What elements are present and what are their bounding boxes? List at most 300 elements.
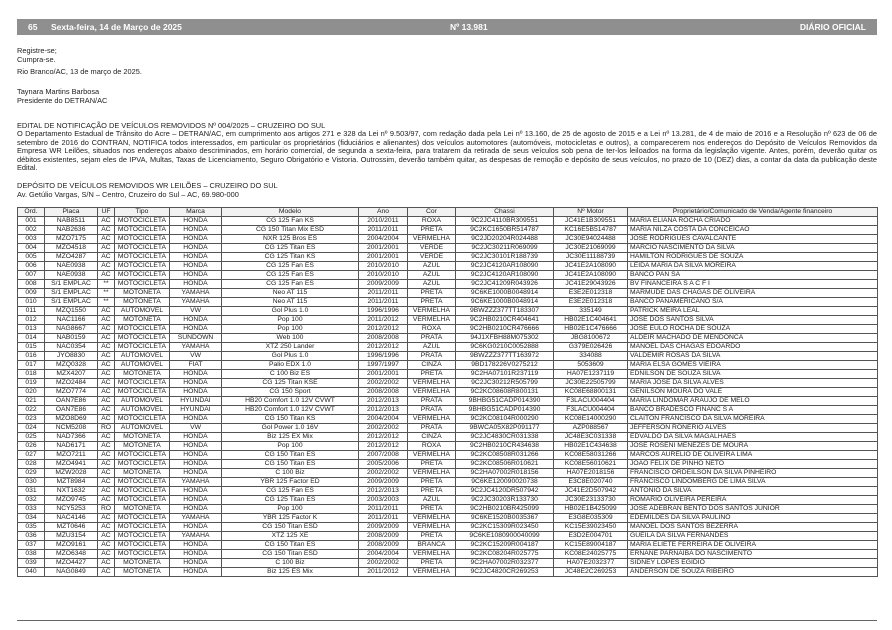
table-cell: JC30E11188739 <box>554 253 628 262</box>
table-cell: 9C2HB0210CR434638 <box>456 442 554 451</box>
table-cell: YAMAHA <box>170 514 222 523</box>
table-cell: MOTONETA <box>115 316 170 325</box>
table-cell: VERMELHA <box>408 469 456 478</box>
table-cell: ALDEIR MACHADO DE MENDONCA <box>628 334 878 343</box>
table-cell: MOTONETA <box>115 559 170 568</box>
table-cell: AC <box>98 442 115 451</box>
table-cell: AC <box>98 370 115 379</box>
table-cell: MOTONETA <box>115 298 170 307</box>
table-row <box>18 397 878 406</box>
table-cell: MOTOCICLETA <box>115 550 170 559</box>
table-cell: MOTOCICLETA <box>115 235 170 244</box>
table-cell: MZO6348 <box>45 550 98 559</box>
table-cell: 2001/2001 <box>359 244 408 253</box>
table-cell: HONDA <box>170 370 222 379</box>
table-cell: CINZA <box>408 433 456 442</box>
table-cell: CG 125 Titan KSE <box>222 379 359 388</box>
table-cell: CG 125 Fan ES <box>222 262 359 271</box>
table-cell: HONDA <box>170 388 222 397</box>
table-cell: 017 <box>18 361 45 370</box>
table-cell: 9C2KC08608R800131 <box>456 388 554 397</box>
table-cell: HONDA <box>170 433 222 442</box>
table-cell: 015 <box>18 343 45 352</box>
table-cell: 011 <box>18 307 45 316</box>
table-cell: PRETA <box>408 298 456 307</box>
table-row <box>18 316 878 325</box>
table-cell: 008 <box>18 280 45 289</box>
table-cell: KC08E56010621 <box>554 460 628 469</box>
table-cell: 2005/2006 <box>359 460 408 469</box>
table-cell: HONDA <box>170 487 222 496</box>
table-cell: C 100 Biz <box>222 559 359 568</box>
table-cell: MZW2028 <box>45 469 98 478</box>
table-cell: YAMAHA <box>170 298 222 307</box>
table-cell: MZX4207 <box>45 370 98 379</box>
table-cell: AZP088567 <box>554 424 628 433</box>
signoff-line: Rio Branco/AC, 13 de março de 2025. <box>17 67 142 76</box>
table-cell: MOTOCICLETA <box>115 280 170 289</box>
table-cell: AC <box>98 217 115 226</box>
table-cell: 2009/2009 <box>359 280 408 289</box>
table-cell: JOSE ADEBRAN BENTO DOS SANTOS JUNIOR <box>628 505 878 514</box>
table-cell: VERMELHA <box>408 379 456 388</box>
table-cell: CG 150 Titan ES <box>222 541 359 550</box>
table-cell: 9C6KE120090020738 <box>456 478 554 487</box>
table-cell: 2012/2013 <box>359 487 408 496</box>
table-cell: CG 125 Fan ES <box>222 280 359 289</box>
table-cell: HB20 Comfort 1.0 12V CVWT <box>222 406 359 415</box>
table-cell: 335149 <box>554 307 628 316</box>
table-cell: ERNANE PARNAIBA DO NASCIMENTO <box>628 550 878 559</box>
table-cell: JC30E21069099 <box>554 244 628 253</box>
table-cell: BRANCA <box>408 541 456 550</box>
table-cell: VALDEMIR ROSAS DA SILVA <box>628 352 878 361</box>
table-cell: AC <box>98 226 115 235</box>
table-cell: NAB0159 <box>45 334 98 343</box>
table-row <box>18 325 878 334</box>
table-cell: 2010/2010 <box>359 262 408 271</box>
table-cell: 9C6KE1000B0048914 <box>456 298 554 307</box>
table-cell: JC41E2A108090 <box>554 262 628 271</box>
table-cell: ** <box>98 280 115 289</box>
table-cell: PRATA <box>408 397 456 406</box>
table-cell: 1997/1997 <box>359 361 408 370</box>
table-cell: MZT8984 <box>45 478 98 487</box>
table-cell: VW <box>170 352 222 361</box>
table-cell: AC <box>98 271 115 280</box>
table-cell: VERDE <box>408 244 456 253</box>
table-cell: VERMELHA <box>408 415 456 424</box>
table-cell: 9C2KC1650BR514787 <box>456 226 554 235</box>
table-cell: AZUL <box>408 271 456 280</box>
table-cell: NAB2636 <box>45 226 98 235</box>
bottom-rule <box>17 620 877 621</box>
table-cell: MZO4427 <box>45 559 98 568</box>
page-header <box>17 19 877 35</box>
table-cell: MOTOCICLETA <box>115 325 170 334</box>
table-cell: MOTOCICLETA <box>115 532 170 541</box>
table-cell: S/1 EMPLAC <box>45 289 98 298</box>
table-cell: MOTOCICLETA <box>115 451 170 460</box>
table-cell: HYUNDAI <box>170 397 222 406</box>
table-row <box>18 352 878 361</box>
table-cell: AC <box>98 379 115 388</box>
table-cell: YAMAHA <box>170 343 222 352</box>
table-cell: 2002/2002 <box>359 379 408 388</box>
table-cell: 022 <box>18 406 45 415</box>
table-cell: PRETA <box>408 478 456 487</box>
table-cell: 003 <box>18 235 45 244</box>
table-cell: 9BHBG51CADP014390 <box>456 406 554 415</box>
table-cell: PRETA <box>408 370 456 379</box>
table-cell: HA07E2032377 <box>554 559 628 568</box>
table-cell: PRETA <box>408 532 456 541</box>
table-cell: YBR 125 Factor K <box>222 514 359 523</box>
table-cell: 2001/2001 <box>359 370 408 379</box>
table-cell: 9C2HB0210BR425099 <box>456 505 554 514</box>
table-cell: VERMELHA <box>408 388 456 397</box>
table-row <box>18 361 878 370</box>
table-cell: HONDA <box>170 262 222 271</box>
column-header: Nº Motor <box>554 208 628 217</box>
table-cell: CG 125 Titan ES <box>222 244 359 253</box>
table-cell: 033 <box>18 505 45 514</box>
table-cell: KC08E24025775 <box>554 550 628 559</box>
table-cell: NAC1166 <box>45 316 98 325</box>
table-cell: HB20 Comfort 1.0 12V CVWT <box>222 397 359 406</box>
table-cell: CG 125 Fan KS <box>222 217 359 226</box>
table-cell: NAE0938 <box>45 271 98 280</box>
table-cell: MOTOCICLETA <box>115 487 170 496</box>
table-cell: PRETA <box>408 226 456 235</box>
table-cell: AZUL <box>408 280 456 289</box>
column-header: Marca <box>170 208 222 217</box>
table-cell: 2012/2013 <box>359 397 408 406</box>
table-cell: AC <box>98 460 115 469</box>
table-cell: ** <box>98 298 115 307</box>
table-cell: NAD6171 <box>45 442 98 451</box>
table-cell: HONDA <box>170 469 222 478</box>
table-row <box>18 424 878 433</box>
table-cell: AC <box>98 307 115 316</box>
table-cell: VERMELHA <box>408 307 456 316</box>
table-cell: 020 <box>18 388 45 397</box>
table-cell: CG 150 Titan Mix ESD <box>222 226 359 235</box>
table-cell: VW <box>170 307 222 316</box>
table-cell: 028 <box>18 460 45 469</box>
table-cell: NAG8667 <box>45 325 98 334</box>
table-cell: 9C2KC08508R031266 <box>456 451 554 460</box>
table-cell: BANCO BRADESCO FINANC S A <box>628 406 878 415</box>
table-cell: 2002/2002 <box>359 559 408 568</box>
table-cell: 9C6KE1520B0035367 <box>456 514 554 523</box>
table-cell: MZO7175 <box>45 235 98 244</box>
table-cell: NAG0849 <box>45 568 98 577</box>
table-cell: PRATA <box>408 424 456 433</box>
table-cell: 334088 <box>554 352 628 361</box>
table-cell: Gol Plus 1.0 <box>222 352 359 361</box>
table-row <box>18 298 878 307</box>
table-cell: HONDA <box>170 523 222 532</box>
table-cell: KC08E68800131 <box>554 388 628 397</box>
table-cell: JC48E2C269253 <box>554 568 628 577</box>
table-cell: MARCOS AURELIO DE OLIVEIRA LIMA <box>628 451 878 460</box>
table-cell: VERDE <box>408 253 456 262</box>
column-header: Ord. <box>18 208 45 217</box>
table-cell: 2008/2008 <box>359 388 408 397</box>
table-cell: 2007/2008 <box>359 451 408 460</box>
table-cell: MOTOCICLETA <box>115 496 170 505</box>
table-cell: NCY5253 <box>45 505 98 514</box>
table-row <box>18 478 878 487</box>
table-cell: ANDERSON DE SOUZA RIBEIRO <box>628 568 878 577</box>
table-cell: NAC4146 <box>45 514 98 523</box>
table-cell: Neo AT 115 <box>222 289 359 298</box>
table-cell: HONDA <box>170 217 222 226</box>
table-cell: MOTONETA <box>115 370 170 379</box>
table-cell: MOTOCICLETA <box>115 478 170 487</box>
table-cell: EDNILSON DE SOUZA SILVA <box>628 370 878 379</box>
table-cell: G379E026426 <box>554 343 628 352</box>
table-cell: AC <box>98 559 115 568</box>
table-cell: MARIA LINDOMAR ARAUJO DE MELO <box>628 397 878 406</box>
table-cell: ** <box>98 289 115 298</box>
table-cell: PRETA <box>408 460 456 469</box>
table-cell: JBG8100672 <box>554 334 628 343</box>
table-cell: MZO7211 <box>45 451 98 460</box>
table-cell: 9C2HB0210CR476666 <box>456 325 554 334</box>
table-cell: MOTONETA <box>115 505 170 514</box>
table-cell: HONDA <box>170 325 222 334</box>
table-cell: PRATA <box>408 352 456 361</box>
table-cell: CG 125 Titan KS <box>222 253 359 262</box>
table-cell: AC <box>98 478 115 487</box>
table-cell: AC <box>98 523 115 532</box>
table-cell: NXT1632 <box>45 487 98 496</box>
table-cell: BANCO PANAMERICANO S/A <box>628 298 878 307</box>
table-cell: NAB8511 <box>45 217 98 226</box>
table-cell: KC15E39023450 <box>554 523 628 532</box>
table-cell: CG 150 Titan ESD <box>222 523 359 532</box>
table-cell: 014 <box>18 334 45 343</box>
table-cell: 9C2KC15209R004187 <box>456 541 554 550</box>
table-cell: 94J1XFBH88M075302 <box>456 334 554 343</box>
table-cell: MZO4941 <box>45 460 98 469</box>
deposit-name: DEPÓSITO DE VEÍCULOS REMOVIDOS WR LEILÕES – CRUZEIRO DO SUL <box>17 181 278 190</box>
table-cell: LEIDA MARIA DA SILVA MOREIRA <box>628 262 878 271</box>
table-cell: CG 125 Fan ES <box>222 487 359 496</box>
table-cell: AC <box>98 325 115 334</box>
table-cell: VW <box>170 424 222 433</box>
table-cell: 009 <box>18 289 45 298</box>
table-cell: ROMARIO OLIVEIRA PEREIRA <box>628 496 878 505</box>
table-cell: 031 <box>18 487 45 496</box>
table-cell: ROXA <box>408 442 456 451</box>
table-cell: AC <box>98 568 115 577</box>
table-cell: MOTOCICLETA <box>115 415 170 424</box>
table-cell: AC <box>98 550 115 559</box>
table-cell: KC15E89004187 <box>554 541 628 550</box>
table-cell: Palio EDX 1.0 <box>222 361 359 370</box>
column-header: Ano <box>359 208 408 217</box>
table-cell: 2012/2013 <box>359 406 408 415</box>
table-cell: ROXA <box>408 217 456 226</box>
table-cell: VERMELHA <box>408 235 456 244</box>
table-row <box>18 343 878 352</box>
table-cell: 040 <box>18 568 45 577</box>
table-cell: AC <box>98 406 115 415</box>
table-cell: 029 <box>18 469 45 478</box>
table-cell: JC30E23133730 <box>554 496 628 505</box>
table-row <box>18 433 878 442</box>
table-cell: AC <box>98 514 115 523</box>
table-row <box>18 505 878 514</box>
table-cell: MARIA NILZA COSTA DA CONCEICAO <box>628 226 878 235</box>
table-cell: 9C2KC08104R000290 <box>456 415 554 424</box>
table-row <box>18 388 878 397</box>
table-cell: MARMUDE DAS CHAGAS DE OLIVEIRA <box>628 289 878 298</box>
table-cell: JC41E2A108090 <box>554 271 628 280</box>
table-cell: 9C2JC30212R505799 <box>456 379 554 388</box>
table-cell: HAMILTON RODRIGUES DE SOUZA <box>628 253 878 262</box>
table-cell: AC <box>98 343 115 352</box>
table-cell: HONDA <box>170 496 222 505</box>
table-cell: 032 <box>18 496 45 505</box>
table-cell: MOTONETA <box>115 442 170 451</box>
table-cell: MOTOCICLETA <box>115 460 170 469</box>
table-cell: 9C2KC08204R025775 <box>456 550 554 559</box>
table-cell: XTZ 250 Lander <box>222 343 359 352</box>
table-cell: 9BD178226V0275212 <box>456 361 554 370</box>
table-cell: 2011/2012 <box>359 316 408 325</box>
table-cell: 9BWCA05X82P091177 <box>456 424 554 433</box>
table-cell: F3LACU004404 <box>554 397 628 406</box>
table-row <box>18 496 878 505</box>
table-cell: MOTOCICLETA <box>115 343 170 352</box>
table-cell: AC <box>98 532 115 541</box>
table-cell: 034 <box>18 514 45 523</box>
table-cell: EDVALDO DA SILVA MAGALHAES <box>628 433 878 442</box>
table-cell: MOTOCICLETA <box>115 523 170 532</box>
table-cell: NAC0354 <box>45 343 98 352</box>
table-cell: FRANCISCO ORDEILSON DA SILVA PINHEIRO <box>628 469 878 478</box>
table-cell: E3C8E020740 <box>554 478 628 487</box>
table-cell: CG 150 Titan KS <box>222 415 359 424</box>
table-cell: C 100 Biz <box>222 469 359 478</box>
table-cell: MOTONETA <box>115 469 170 478</box>
table-cell: 9C2HA07002R032377 <box>456 559 554 568</box>
table-cell: AUTOMÓVEL <box>115 352 170 361</box>
table-cell: MOTOCICLETA <box>115 379 170 388</box>
table-cell: 035 <box>18 523 45 532</box>
table-cell: 2008/2009 <box>359 532 408 541</box>
table-cell: Pop 100 <box>222 316 359 325</box>
table-cell: 005 <box>18 253 45 262</box>
table-cell: PATRICK MEIRA LEAL <box>628 307 878 316</box>
table-cell: 006 <box>18 262 45 271</box>
table-row <box>18 217 878 226</box>
table-cell: MZO2484 <box>45 379 98 388</box>
table-row <box>18 460 878 469</box>
table-cell: 2004/2004 <box>359 550 408 559</box>
table-cell: 2009/2009 <box>359 478 408 487</box>
column-header: Proprietário/Comunicado de Venda/Agente financeiro <box>628 208 878 217</box>
table-cell: VERMELHA <box>408 523 456 532</box>
table-cell: 9C2HA07101R237119 <box>456 370 554 379</box>
table-cell: 9C2JC4120AR108090 <box>456 271 554 280</box>
table-cell: PRETA <box>408 289 456 298</box>
table-cell: CINZA <box>408 361 456 370</box>
table-cell: MZQ0328 <box>45 361 98 370</box>
table-row <box>18 307 878 316</box>
table-cell: S/1 EMPLAC <box>45 298 98 307</box>
table-cell: JOSE ROSENI MENEZES DE MOURA <box>628 442 878 451</box>
table-cell: 021 <box>18 397 45 406</box>
table-cell: VERMELHA <box>408 514 456 523</box>
table-cell: MOTOCICLETA <box>115 253 170 262</box>
issue-number: Nº 13.981 <box>450 22 488 32</box>
table-row <box>18 271 878 280</box>
table-row <box>18 487 878 496</box>
table-row <box>18 289 878 298</box>
table-row <box>18 451 878 460</box>
table-cell: SUNDOWN <box>170 334 222 343</box>
table-cell: AC <box>98 487 115 496</box>
table-cell: HONDA <box>170 316 222 325</box>
table-cell: 025 <box>18 433 45 442</box>
table-cell: VERMELHA <box>408 550 456 559</box>
table-cell: 9C6KE1000B0048914 <box>456 289 554 298</box>
table-cell: MZQ1550 <box>45 307 98 316</box>
table-cell: 038 <box>18 550 45 559</box>
table-cell: AC <box>98 334 115 343</box>
table-cell: VERMELHA <box>408 316 456 325</box>
table-cell: E3G8E035309 <box>554 514 628 523</box>
table-cell: RO <box>98 505 115 514</box>
table-cell: 023 <box>18 415 45 424</box>
table-cell: AZUL <box>408 496 456 505</box>
table-cell: HONDA <box>170 460 222 469</box>
table-cell: MOTOCICLETA <box>115 262 170 271</box>
table-cell: NAE0938 <box>45 262 98 271</box>
signoff-line: Registre-se; <box>17 46 57 55</box>
table-cell: JOSE EULO ROCHA DE SOUZA <box>628 325 878 334</box>
table-cell: Pop 100 <box>222 505 359 514</box>
table-cell: AC <box>98 352 115 361</box>
table-cell: AC <box>98 388 115 397</box>
edital-body: O Departamento Estadual de Trânsito do Acre – DETRAN/AC, em cumprimento aos artigos 271 e 328 da Lei nº 9.503/97, com redação dada pela Lei nº 13.160, de 25 de agosto de 2015 e a Lei nº 13.281, de 4 de maio de 2016 e a Resolução nº 623 de 06 de setembro de 2016 do CONTRAN, NOTIFICA todos interessados, em particular os proprietários (fiduciários e alienantes) dos veículos automotores (automóveis, motocicletas e outros), a comparecerem nos endereços do Depósito de Veículos Removidos da Empresa WR Leilões, situados nos endereços abaixo descriminados, em horário comercial, de segunda a sexta-feira, para tratarem da retirada de seus veículos sob pena de ter-los leiloados na forma da legislação vigente. Antes, porém, deverão quitar os débitos existentes, sejam eles de IPVA, Multas, Taxas de Licenciamento, Seguro Obrigatório e Vistoria. Outrossim, deverão também quitar, as despesas de remoção e depósito de seus veículos, no prazo de 10 (DEZ) dias, a contar da data da publicação deste Edital. <box>17 129 877 173</box>
table-cell: Web 100 <box>222 334 359 343</box>
table-cell: 9BWZZZ377TT163972 <box>456 352 554 361</box>
table-cell: HONDA <box>170 568 222 577</box>
table-cell: 2004/2004 <box>359 415 408 424</box>
table-cell: ROXA <box>408 325 456 334</box>
table-cell: HONDA <box>170 271 222 280</box>
table-cell: 1996/1996 <box>359 352 408 361</box>
table-cell: 2012/2012 <box>359 325 408 334</box>
table-row <box>18 235 878 244</box>
table-cell: 027 <box>18 451 45 460</box>
table-cell: BV FINANCEIRA S A C F I <box>628 280 878 289</box>
table-cell: JEFFERSON RONERIO ALVES <box>628 424 878 433</box>
table-cell: SIDNEY LOPES EGIDIO <box>628 559 878 568</box>
table-cell: 9C2JC4110BR309551 <box>456 217 554 226</box>
table-cell: HONDA <box>170 226 222 235</box>
table-cell: HONDA <box>170 442 222 451</box>
table-cell: AC <box>98 451 115 460</box>
table-cell: AUTOMÓVEL <box>115 397 170 406</box>
table-cell: YAMAHA <box>170 289 222 298</box>
